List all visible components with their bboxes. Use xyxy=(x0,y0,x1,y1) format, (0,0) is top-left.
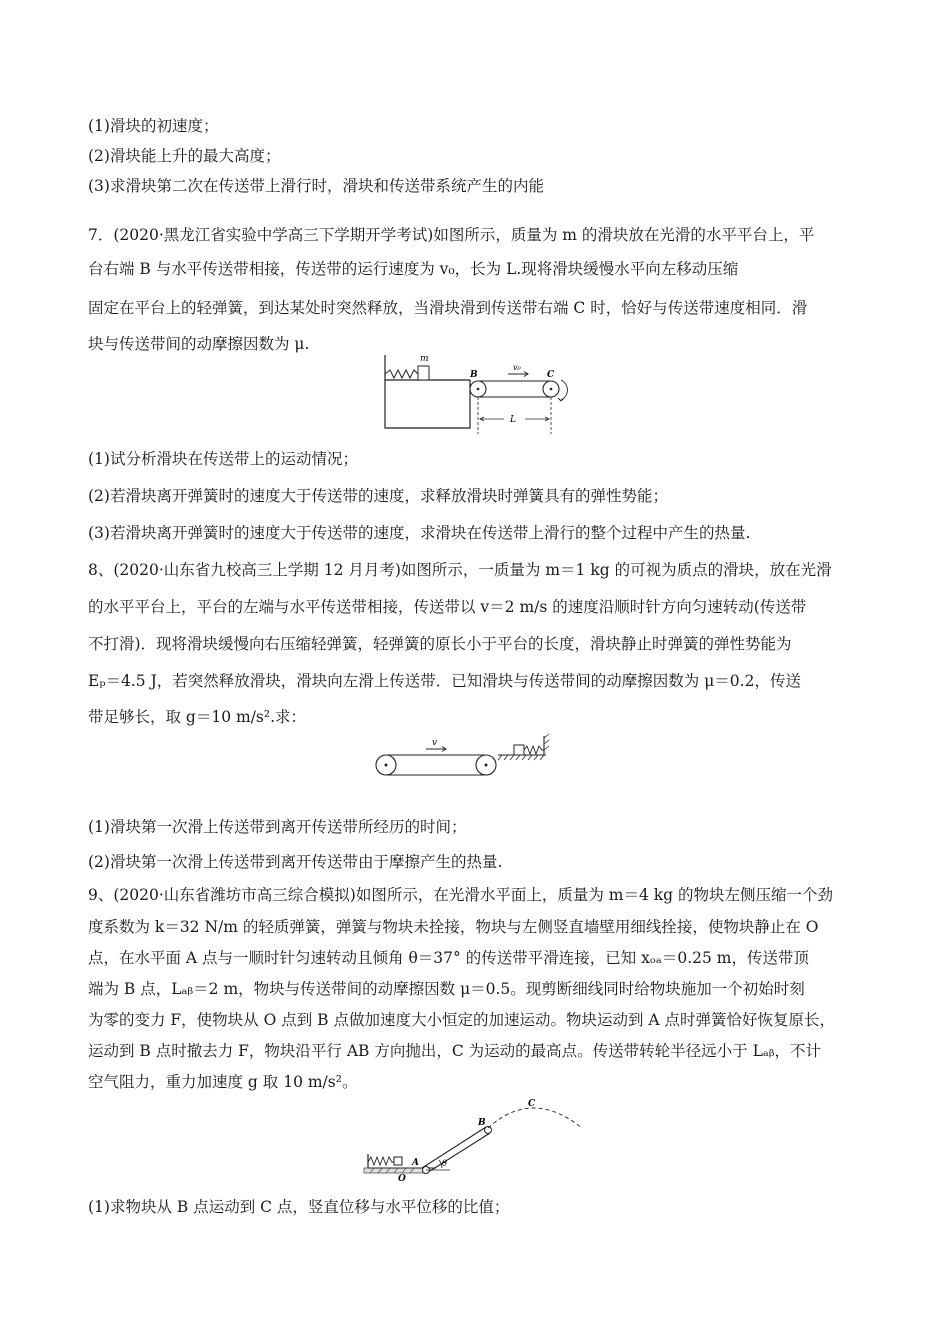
q8-figure xyxy=(370,728,560,780)
label-v: v xyxy=(432,738,438,748)
label-m: m xyxy=(420,354,429,364)
q7-stem-line3: 固定在平台上的轻弹簧，到达某处时突然释放，当滑块滑到传送带右端 C 时，恰好与传送带速度相同．滑 xyxy=(88,299,808,317)
label-c: C xyxy=(547,370,555,380)
slider-block xyxy=(394,1157,402,1165)
q9-stem-line2: 度系数为 k＝32 N/m 的轻质弹簧，弹簧与物块未拴接，物块与左侧竖直墙壁用细线拴接，使物块静止在 O xyxy=(88,918,819,936)
ground-hatch xyxy=(364,1168,424,1173)
slider-block xyxy=(418,366,429,380)
q9-stem-line7: 空气阻力，重力加速度 g 取 10 m/s²。 xyxy=(88,1073,358,1091)
q8-part1: (1)滑块第一次滑上传送带到离开传送带所经历的时间； xyxy=(88,818,467,836)
slider-block xyxy=(514,745,524,755)
label-l: L xyxy=(510,415,516,425)
q8-stem-line1: 8、(2020·山东省九校高三上学期 12 月月考)如图所示，一质量为 m＝1 kg 的可视为质点的滑块，放在光滑 xyxy=(88,561,832,579)
q7-part3: (3)若滑块离开弹簧时的速度大于传送带的速度，求滑块在传送带上滑行的整个过程中产生的热量. xyxy=(88,524,751,542)
label-theta: θ xyxy=(442,1159,447,1168)
label-o: O xyxy=(398,1174,406,1184)
q9-stem-line4: 端为 B 点，Lₐᵦ＝2 m，物块与传送带间的动摩擦因数 μ＝0.5。现剪断细线同时给物块施加一个初始时刻 xyxy=(88,980,805,998)
q8-stem-line3: 不打滑)．现将滑块缓慢向右压缩轻弹簧，轻弹簧的原长小于平台的长度，滑块静止时弹簧的弹性势能为 xyxy=(88,635,792,653)
belt-upper xyxy=(422,1127,486,1168)
q7-stem-line4: 块与传送带间的动摩擦因数为 μ. xyxy=(88,335,310,353)
label-b: B xyxy=(470,370,478,380)
q6-part2: (2)滑块能上升的最大高度； xyxy=(88,147,281,165)
label-c: C xyxy=(528,1099,536,1109)
spring-icon xyxy=(385,370,418,378)
rotation-arrow-icon xyxy=(561,380,567,400)
q9-stem-line5: 为零的变力 F，使物块从 O 点到 B 点做加速度大小恒定的加速运动。物块运动到 A 点时弹簧恰好恢复原长， xyxy=(88,1011,836,1029)
label-b: B xyxy=(478,1118,486,1128)
q6-part3: (3)求滑块第二次在传送带上滑行时，滑块和传送带系统产生的内能 xyxy=(88,177,544,195)
q7-stem-line2: 台右端 B 与水平传送带相接，传送带的运行速度为 v₀，长为 L.现将滑块缓慢水平向左移动压缩 xyxy=(88,260,739,278)
q7-part2: (2)若滑块离开弹簧时的速度大于传送带的速度，求释放滑块时弹簧具有的弹性势能； xyxy=(88,487,668,505)
q9-stem-line3: 点，在水平面 A 点与一顺时针匀速转动且倾角 θ＝37° 的传送带平滑连接，已知 xₒₐ＝0.25 m，传送带顶 xyxy=(88,949,809,967)
label-a: A xyxy=(412,1158,419,1168)
spring-icon xyxy=(524,746,544,754)
label-v0: v₀ xyxy=(513,363,521,372)
spring-icon xyxy=(368,1157,394,1165)
q9-stem-line6: 运动到 B 点时撤去力 F，物块沿平行 AB 方向抛出，C 为运动的最高点。传送带转轮半径远小于 Lₐᵦ，不计 xyxy=(88,1042,821,1060)
q8-stem-line5: 带足够长，取 g＝10 m/s².求： xyxy=(88,708,307,726)
q9-part1: (1)求物块从 B 点运动到 C 点，竖直位移与水平位移的比值； xyxy=(88,1198,510,1216)
q7-part1: (1)试分析滑块在传送带上的运动情况； xyxy=(88,450,358,468)
q9-figure xyxy=(360,1094,590,1184)
trajectory xyxy=(488,1108,582,1128)
q8-part2: (2)滑块第一次滑上传送带到离开传送带由于摩擦产生的热量. xyxy=(88,853,503,871)
q6-part1: (1)滑块的初速度； xyxy=(88,117,219,135)
q8-stem-line2: 的水平平台上，平台的左端与水平传送带相接，传送带以 v＝2 m/s 的速度沿顺时针方向匀速转动(传送带 xyxy=(88,598,807,616)
q7-figure xyxy=(380,350,580,435)
belt-lower xyxy=(430,1133,490,1171)
q8-stem-line4: Eₚ＝4.5 J，若突然释放滑块，滑块向左滑上传送带．已知滑块与传送带间的动摩擦因数为 μ＝0.2，传送 xyxy=(88,672,801,690)
q9-stem-line1: 9、(2020·山东省潍坊市高三综合模拟)如图所示，在光滑水平面上，质量为 m＝4 kg 的物块左侧压缩一个劲 xyxy=(88,886,833,904)
q7-stem-line1: 7．(2020·黑龙江省实验中学高三下学期开学考试)如图所示，质量为 m 的滑块放在光滑的水平平台上，平 xyxy=(88,226,815,244)
